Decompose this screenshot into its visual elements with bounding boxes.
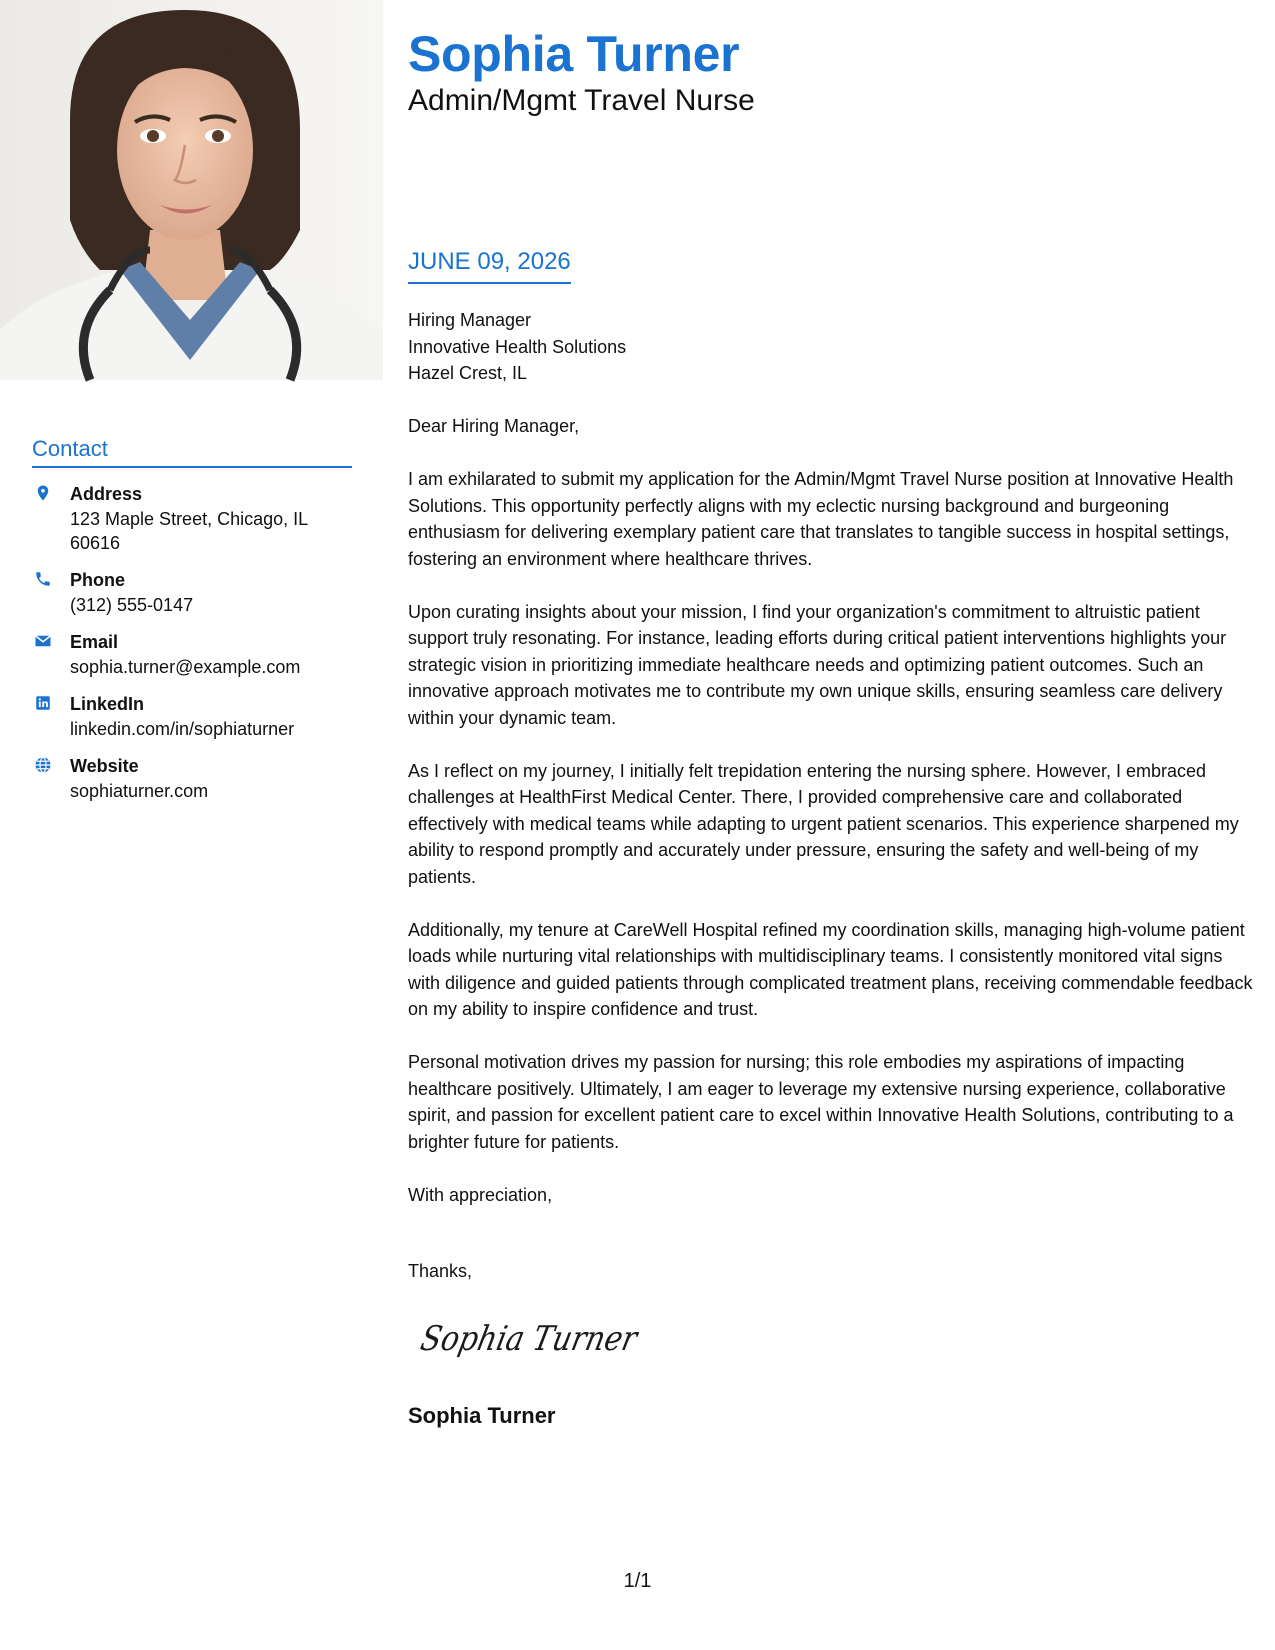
contact-email	[32, 630, 352, 679]
page-number: 1/1	[623, 1570, 652, 1592]
recipient-line: Hiring Manager	[408, 310, 532, 330]
signer-name: Sophia Turner	[408, 1403, 556, 1428]
contact-heading: Contact	[32, 436, 352, 468]
thanks-line: Thanks,	[408, 1261, 473, 1281]
svg-text:Sophia Turner: Sophia Turner	[417, 1319, 675, 1359]
linkedin-icon	[32, 692, 70, 712]
letter-body	[408, 413, 1253, 1235]
address-value: 123 Maple Street, Chicago, IL 60616	[70, 509, 308, 553]
email-label: Email	[70, 632, 119, 652]
contact-linkedin	[32, 692, 352, 741]
linkedin-label: LinkedIn	[70, 694, 145, 714]
applicant-name: Sophia Turner	[408, 26, 740, 82]
paragraph-3: As I reflect on my journey, I initially felt trepidation entering the nursing sphere. However, I embraced challenges at HealthFirst Medical Center. There, I provided comprehensive care and collaborated effectively with medical teams while adapting to urgent patient scenarios. This experience sharpened my ability to respond promptly and accurately under pressure, ensuring the safety and well-being of my patients.	[408, 760, 1239, 887]
email-icon	[32, 630, 70, 650]
linkedin-value[interactable]: linkedin.com/in/sophiaturner	[70, 719, 295, 739]
contact-address	[32, 482, 352, 555]
recipient-block	[408, 307, 626, 387]
contact-website	[32, 754, 352, 803]
globe-icon	[32, 754, 70, 774]
phone-icon	[32, 568, 70, 588]
recipient-location: Hazel Crest, IL	[408, 363, 528, 383]
paragraph-5: Personal motivation drives my passion for nursing; this role embodies my aspirations of impacting healthcare positively. Ultimately, I am eager to leverage my extensive nursing experience, collaborative spirit, and passion for excellent patient care to excel within Innovative Health Solutions, contributing to a brighter future for patients.	[408, 1052, 1234, 1152]
paragraph-1: I am exhilarated to submit my application for the Admin/Mgmt Travel Nurse position at Innovative Health Solutions. This opportunity perfectly aligns with my eclectic nursing background and burgeoning enthusiasm for delivering exemplary patient care that translates to tangible success in hospital settings, fostering an environment where healthcare thrives.	[408, 469, 1234, 569]
recipient-company: Innovative Health Solutions	[408, 336, 627, 357]
closing: With appreciation,	[408, 1184, 553, 1205]
paragraph-2: Upon curating insights about your mission, I find your organization's commitment to altruistic patient support truly resonating. For instance, leading efforts during critical patient interventions highlights your strategic vision in prioritizing immediate healthcare needs and optimizing patient outcomes. Such an innovative approach motivates me to contribute my own unique skills, ensuring seamless care delivery within your dynamic team.	[408, 601, 1227, 728]
website-value[interactable]: sophiaturner.com	[70, 781, 209, 801]
profile-photo	[0, 0, 383, 380]
email-value[interactable]: sophia.turner@example.com	[70, 657, 301, 677]
contact-section	[32, 436, 352, 816]
address-label: Address	[70, 484, 143, 504]
letter-date: JUNE 09, 2026	[408, 248, 571, 284]
phone-label: Phone	[70, 570, 126, 590]
job-title: Admin/Mgmt Travel Nurse	[408, 84, 755, 117]
website-label: Website	[70, 756, 139, 776]
phone-value[interactable]: (312) 555-0147	[70, 595, 194, 615]
paragraph-4: Additionally, my tenure at CareWell Hospital refined my coordination skills, managing high-volume patient loads while nurturing vital relationships with multidisciplinary teams. I consistently monitored vital signs with diligence and guided patients through complicated treatment plans, receiving commendable feedback on my ability to inspire confidence and trust.	[408, 919, 1253, 1019]
contact-phone	[32, 568, 352, 617]
location-pin-icon	[32, 482, 70, 502]
salutation: Dear Hiring Manager,	[408, 416, 580, 436]
handwritten-signature	[417, 1308, 675, 1368]
